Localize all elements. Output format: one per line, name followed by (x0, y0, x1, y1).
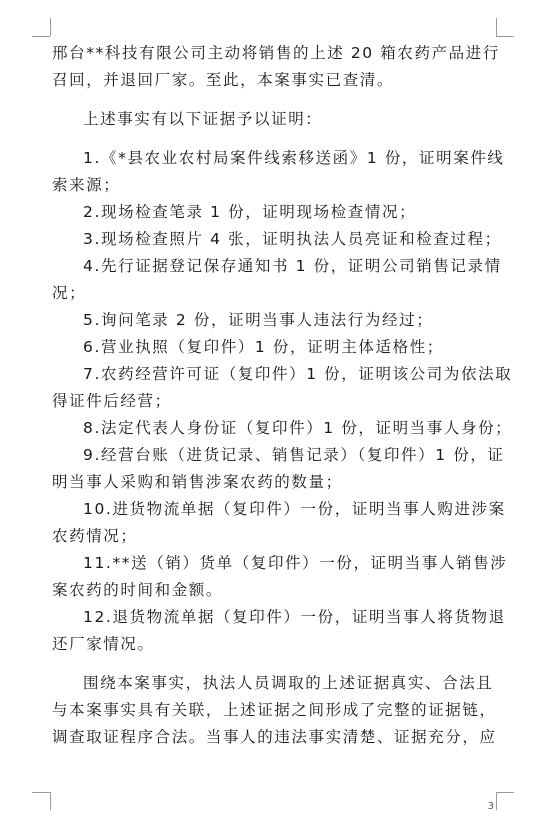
evidence-item-11: 11.**送（销）货单（复印件）一份，证明当事人销售涉 (83, 554, 508, 572)
crop-mark-bottom-right-v (496, 792, 497, 810)
text-line: 与本案事实具有关联，上述证据之间形成了完整的证据链， (52, 701, 497, 719)
evidence-item-3: 3.现场检查照片 4 张，证明执法人员亮证和检查过程； (83, 230, 502, 248)
evidence-item-8: 8.法定代表人身份证（复印件）1 份，证明当事人身份； (83, 419, 513, 437)
evidence-item-1: 1.《*县农业农村局案件线索移送函》1 份，证明案件线 (83, 149, 505, 167)
evidence-item-7: 7.农药经营许可证（复印件）1 份，证明该公司为依法取 (83, 365, 513, 383)
crop-mark-top-left-v (50, 18, 51, 36)
document-body (52, 40, 513, 751)
crop-mark-bottom-left-h (32, 792, 50, 793)
text-line: 得证件后经营； (52, 392, 172, 410)
text-line: 况； (52, 284, 87, 302)
crop-mark-bottom-left-v (50, 792, 51, 810)
crop-mark-top-right-h (496, 36, 514, 37)
evidence-item-10: 10.进货物流单据（复印件）一份，证明当事人购进涉案 (83, 500, 506, 518)
text-line: 农药情况； (52, 527, 138, 545)
evidence-item-5: 5.询问笔录 2 份，证明当事人违法行为经过； (83, 311, 434, 329)
crop-mark-bottom-right-h (496, 792, 514, 793)
evidence-item-2: 2.现场检查笔录 1 份，证明现场检查情况； (83, 203, 417, 221)
evidence-item-4: 4.先行证据登记保存通知书 1 份，证明公司销售记录情 (83, 257, 502, 275)
text-line: 案农药的时间和金额。 (52, 581, 224, 599)
text-line: 还厂家情况。 (52, 635, 155, 653)
text-line: 上述事实有以下证据予以证明： (83, 110, 323, 128)
text-line: 邢台**科技有限公司主动将销售的上述 20 箱农药产品进行 (52, 44, 500, 62)
crop-mark-top-left-h (32, 36, 50, 37)
text-line: 召回，并退回厂家。至此，本案事实已查清。 (52, 71, 395, 89)
text-line: 索来源； (52, 176, 121, 194)
evidence-item-9: 9.经营台账（进货记录、销售记录）（复印件）1 份，证 (83, 446, 505, 464)
text-line: 调查取证程序合法。当事人的违法事实清楚、证据充分，应 (52, 728, 497, 746)
text-line: 明当事人采购和销售涉案农药的数量； (52, 473, 343, 491)
evidence-item-6: 6.营业执照（复印件）1 份，证明主体适格性； (83, 338, 444, 356)
text-line: 围绕本案事实，执法人员调取的上述证据真实、合法且 (83, 674, 494, 692)
page-number: 3 (487, 801, 494, 812)
crop-mark-top-right-v (496, 18, 497, 36)
evidence-item-12: 12.退货物流单据（复印件）一份，证明当事人将货物退 (83, 608, 506, 626)
